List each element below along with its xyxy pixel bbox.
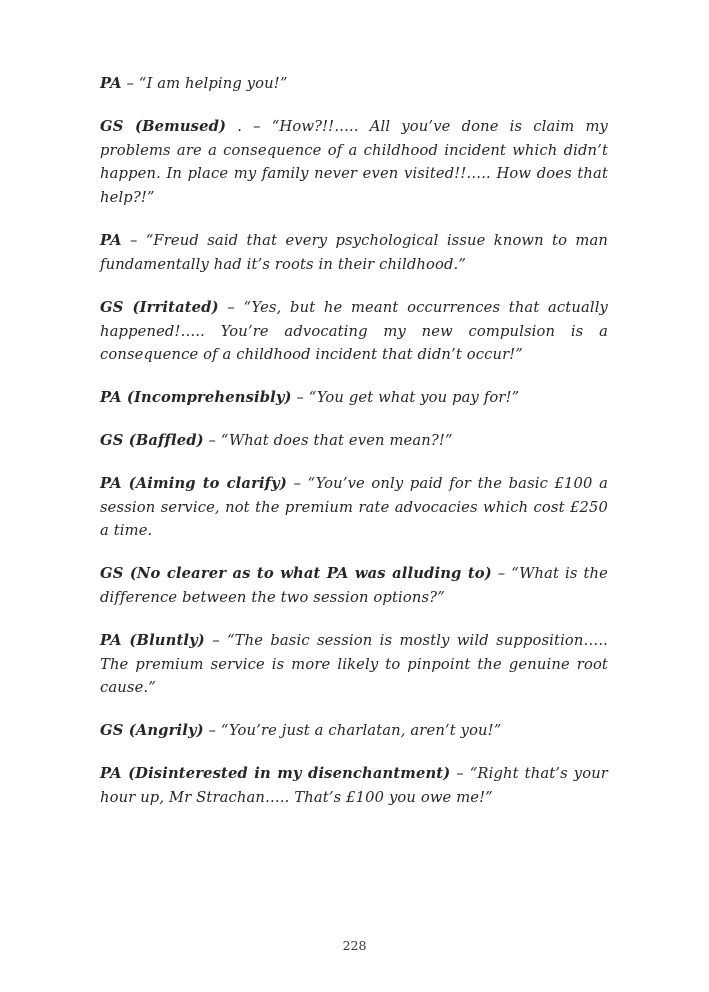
speaker-label: GS (No clearer as to what PA was alluding to): [100, 565, 492, 583]
dialogue-paragraph: [100, 386, 608, 410]
speaker-separator: –: [218, 298, 244, 316]
dialogue-paragraph: [100, 296, 608, 367]
speaker-separator: –: [121, 75, 139, 92]
speaker-separator: –: [450, 765, 470, 783]
speaker-label: GS (Baffled): [100, 431, 204, 449]
dialogue-text: “Right that’s your hour up, Mr Strachan….. That’s £100 you owe me!”: [100, 765, 608, 806]
dialogue-paragraph: [100, 472, 608, 543]
dialogue-text: “What is the difference between the two session options?”: [100, 565, 608, 606]
dialogue-text: “You get what you pay for!”: [308, 389, 520, 407]
speaker-separator: –: [121, 232, 146, 250]
speaker-label: PA: [100, 75, 122, 92]
dialogue-text: “Yes, but he meant occurrences that actually happened!….. You’re advocating my new compulsion is a consequence of a childhood incident that didn’t occur!”: [100, 298, 609, 364]
dialogue-paragraph: [100, 429, 608, 453]
speaker-separator: –: [204, 631, 227, 649]
dialogue-text: “Freud said that every psychological issue known to man fundamentally had it’s roots in their childhood.”: [100, 232, 608, 273]
speaker-separator: –: [491, 565, 512, 583]
speaker-label: GS (Bemused): [100, 117, 227, 135]
page-body: [100, 72, 608, 810]
speaker-label: PA (Incomprehensibly): [100, 389, 292, 407]
speaker-separator: –: [203, 722, 221, 740]
page-number: 228: [342, 938, 367, 953]
speaker-label: PA (Bluntly): [100, 631, 205, 649]
speaker-separator: –: [203, 431, 221, 449]
speaker-label: PA: [100, 232, 122, 250]
speaker-label: GS (Irritated): [100, 298, 219, 316]
dialogue-paragraph: [100, 229, 608, 277]
dialogue-text: “I am helping you!”: [138, 75, 288, 92]
dialogue-text: “You’re just a charlatan, aren’t you!”: [220, 722, 502, 740]
dialogue-text: “The basic session is mostly wild supposition….. The premium service is more likely to pinpoint the genuine root cause.”: [100, 631, 608, 697]
dialogue-text: “What does that even mean?!”: [220, 431, 453, 449]
speaker-label: PA (Disinterested in my disenchantment): [100, 765, 451, 783]
speaker-separator: –: [291, 389, 309, 407]
dialogue-paragraph: [100, 72, 608, 96]
speaker-label: PA (Aiming to clarify): [100, 474, 287, 492]
dialogue-paragraph: [100, 762, 608, 810]
dialogue-text: “How?!!….. All you’ve done is claim my problems are a consequence of a childhood incident which didn’t happen. In place my family never even visited!!….. How does that help?!”: [100, 117, 608, 207]
dialogue-paragraph: [100, 719, 608, 743]
dialogue-paragraph: [100, 562, 608, 610]
dialogue-paragraph: [100, 115, 608, 210]
speaker-label: GS (Angrily): [100, 722, 204, 740]
dialogue-paragraph: [100, 629, 608, 700]
speaker-separator: –: [286, 474, 308, 492]
speaker-separator: . –: [226, 117, 272, 135]
dialogue-text: “You’ve only paid for the basic £100 a session service, not the premium rate advocacies which cost £250 a time.: [100, 474, 608, 540]
